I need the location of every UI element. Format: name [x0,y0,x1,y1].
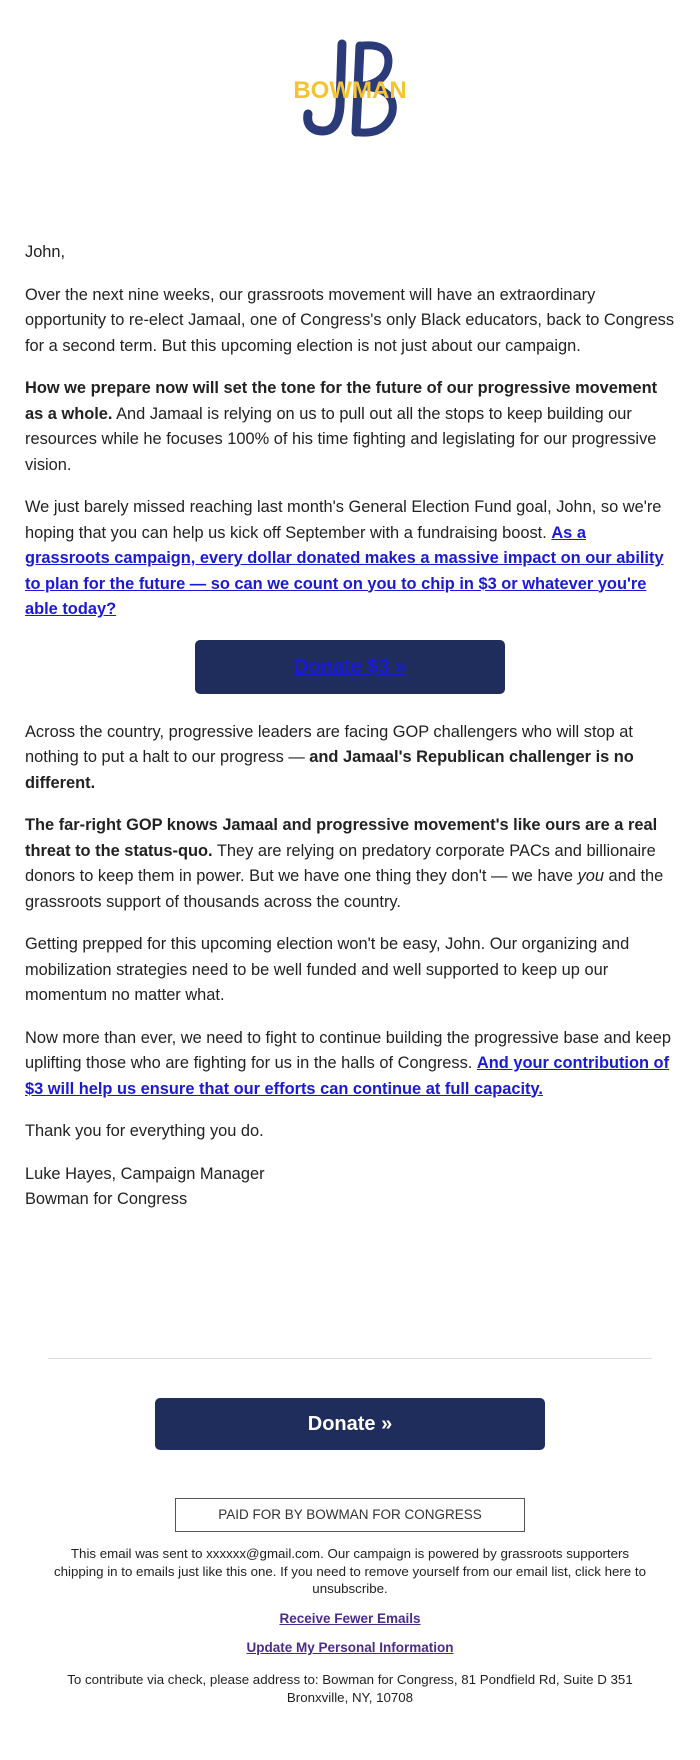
logo-wordmark: BOWMAN [293,77,407,104]
paragraph-5-end: and the grassroots support of thousands across the country. [25,867,664,911]
donate-3-button[interactable]: Donate $3 » [195,640,505,694]
paragraph-7 [25,1026,675,1103]
donate-button[interactable]: Donate » [155,1398,545,1450]
paragraph-5-bold: The far-right GOP knows Jamaal and progressive movement's like ours are a real threat to the status-quo. [25,816,658,860]
paragraph-6: Getting prepped for this upcoming election won't be easy, John. Our organizing and mobilization strategies need to be well funded and well supported to keep up our momentum no matter what. [25,935,630,1004]
receive-fewer-emails-link[interactable]: Receive Fewer Emails [279,1611,421,1626]
paragraph-4 [25,720,675,797]
paragraph-2 [25,376,675,478]
paragraph-4-bold: and Jamaal's Republican challenger is no different. [25,748,634,792]
greeting: John, [25,243,66,261]
signature-name: Luke Hayes, Campaign Manager [25,1164,265,1183]
email-body [25,240,675,1230]
bowman-jb-logo [280,36,420,146]
paragraph-4-text: Across the country, progressive leaders are facing GOP challengers who will stop at nothing to put a halt to our progress — [25,722,633,766]
signature-org: Bowman for Congress [25,1190,188,1208]
mailing-address: To contribute via check, please address to: Bowman for Congress, 81 Pondfield Rd, Suite D 351 Bronxville, NY, 10708 [67,1672,633,1705]
paragraph-5 [25,813,675,915]
paragraph-1: Over the next nine weeks, our grassroots movement will have an extraordinary opportunity to re-elect Jamaal, one of Congress's only Black educators, back to Congress for a second term. But this upcoming election is not just about our campaign. [25,285,675,355]
paragraph-8: Thank you for everything you do. [25,1122,264,1140]
signature [25,1162,675,1213]
divider [48,1358,652,1359]
paragraph-5-rest: They are relying on predatory corporate PACs and billionaire donors to keep them in power. But we have one thing they don't — we have [25,841,656,885]
paragraph-5-italic: you [577,867,604,885]
logo [0,36,700,146]
paragraph-2-bold: How we prepare now will set the tone for the future of our progressive movement as a whole. [25,379,658,423]
update-info [0,1640,700,1655]
receive-fewer-emails [0,1611,700,1626]
footer-note: This email was sent to xxxxxx@gmail.com. Our campaign is powered by grassroots supporters chipping in to emails just like this one. If you need to remove yourself from our email list, click here to unsubscribe. [54,1546,646,1596]
paragraph-7-text: Now more than ever, we need to fight to continue building the progressive base and keep uplifting those who are fighting for us in the halls of Congress. [25,1028,672,1072]
paragraph-3-text: We just barely missed reaching last month's General Election Fund goal, John, so we're hoping that you can help us kick off September with a fundraising boost. [25,498,662,542]
update-info-link[interactable]: Update My Personal Information [246,1640,454,1655]
paid-for-box: PAID FOR BY BOWMAN FOR CONGRESS [175,1498,525,1532]
chip-in-link[interactable]: As a grassroots campaign, every dollar donated makes a massive impact on our ability to plan for the future — so can we count on you to chip in $3 or whatever you're able today? [25,523,664,618]
paragraph-3 [25,495,675,623]
contribution-link[interactable]: And your contribution of $3 will help us ensure that our efforts can continue at full capacity. [25,1054,670,1098]
paragraph-2-rest: And Jamaal is relying on us to pull out all the stops to keep building our resources while he focuses 100% of his time fighting and legislating for our progressive vision. [25,404,657,474]
